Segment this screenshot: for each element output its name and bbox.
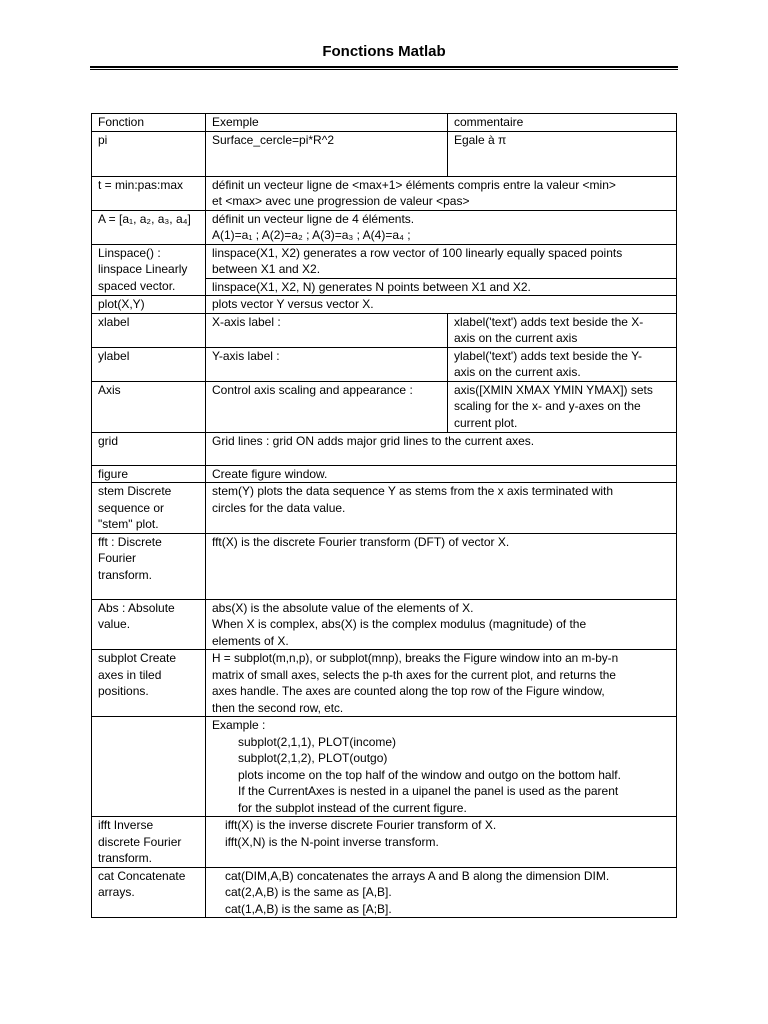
fn-cell [92, 483, 206, 534]
example-line: Example : [211, 718, 266, 732]
fn-line: value. [98, 617, 131, 631]
fn-cell [92, 867, 206, 918]
table-row [92, 717, 677, 817]
example-cell [205, 176, 676, 210]
example-cell [205, 867, 676, 918]
table-row [92, 210, 677, 244]
example-line: stem(Y) plots the data sequence Y as stems from the x axis terminated with [211, 484, 614, 498]
fn-line: Abs : Absolute [98, 600, 175, 615]
example-line: linspace(X1, X2) generates a row vector of 100 linearly equally spaced points [211, 245, 623, 260]
fn-line: linspace Linearly [98, 262, 188, 276]
example-line: cat(1,A,B) is the same as [A;B]. [224, 901, 392, 916]
comment-cell [447, 347, 676, 381]
example-line: circles for the data value. [211, 500, 346, 515]
example-line: ifft(X) is the inverse discrete Fourier transform of X. [224, 818, 497, 832]
example-line: définit un vecteur ligne de 4 éléments. [211, 211, 415, 226]
example-cell: Control axis scaling and appearance : [205, 381, 447, 432]
fn-line: stem Discrete [98, 484, 172, 498]
table-row [92, 650, 677, 717]
comment-line: axis([XMIN XMAX YMIN YMAX]) sets [453, 382, 653, 397]
table-row [92, 176, 677, 210]
title-rule-thin [90, 69, 678, 70]
fn-cell: grid [92, 432, 206, 465]
fn-line: "stem" plot. [98, 517, 159, 531]
example-line: between X1 and X2. [211, 262, 321, 276]
comment-line: xlabel('text') adds text beside the X- [453, 314, 644, 329]
fn-cell [92, 244, 206, 296]
fn-cell: pi [92, 131, 206, 176]
example-cell [205, 817, 676, 868]
header-commentaire: commentaire [447, 114, 676, 132]
fn-line: fft : Discrete [98, 534, 162, 549]
table-row [92, 313, 677, 347]
table-row [92, 131, 677, 176]
example-line: cat(DIM,A,B) concatenates the arrays A and B along the dimension DIM. [224, 868, 610, 883]
page-title: Fonctions Matlab [322, 43, 446, 60]
example-line: matrix of small axes, selects the p-th axes for the current plot, and returns the [211, 667, 616, 682]
table-row [92, 817, 677, 868]
example-line: et <max> avec une progression de valeur <pas> [211, 194, 470, 208]
example-line: When X is complex, abs(X) is the complex modulus (magnitude) of the [211, 617, 587, 631]
table-row [92, 465, 677, 483]
example-cell [205, 483, 676, 534]
fn-line: discrete Fourier [98, 834, 182, 849]
example-cell [205, 717, 676, 817]
fn-cell [92, 533, 206, 599]
comment-line: axis on the current axis [453, 331, 578, 345]
fn-cell: t = min:pas:max [92, 176, 206, 210]
fn-cell: figure [92, 465, 206, 483]
example-cell [205, 244, 676, 278]
fn-line: axes in tiled [98, 667, 162, 682]
example-line: ifft(X,N) is the N-point inverse transform. [224, 834, 439, 849]
table-row [92, 296, 677, 314]
table-row [92, 599, 677, 650]
header-exemple: Exemple [205, 114, 447, 132]
example-line: subplot(2,1,2), PLOT(outgo) [237, 751, 388, 765]
example-cell [205, 210, 676, 244]
table-row [92, 347, 677, 381]
title-rule-thick [90, 66, 678, 68]
table-row [92, 432, 677, 465]
example-line: for the subplot instead of the current figure. [237, 800, 467, 815]
example-line: cat(2,A,B) is the same as [A,B]. [224, 885, 392, 899]
functions-table [91, 113, 677, 918]
fn-line: ifft Inverse [98, 818, 154, 832]
comment-line: ylabel('text') adds text beside the Y- [453, 348, 642, 363]
comment-cell [447, 313, 676, 347]
example-cell: Surface_cercle=pi*R^2 [205, 131, 447, 176]
fn-cell [92, 717, 206, 817]
fn-cell: plot(X,Y) [92, 296, 206, 314]
example-line: elements of X. [211, 633, 289, 648]
fn-line: transform. [98, 851, 153, 865]
fn-cell [92, 817, 206, 868]
comment-cell: Egale à π [447, 131, 676, 176]
example-line: H = subplot(m,n,p), or subplot(mnp), breaks the Figure window into an m-by-n [211, 651, 619, 665]
fn-line: transform. [98, 567, 153, 582]
fn-line: spaced vector. [98, 278, 176, 293]
table-row [92, 867, 677, 918]
example-cell: fft(X) is the discrete Fourier transform (DFT) of vector X. [205, 533, 676, 599]
fn-line: Linspace() : [98, 245, 161, 260]
example-cell: X-axis label : [205, 313, 447, 347]
table-row [92, 483, 677, 534]
table-header-row [92, 114, 677, 132]
fn-cell [92, 599, 206, 650]
example-line: plots income on the top half of the window and outgo on the bottom half. [237, 767, 621, 782]
example-cell: plots vector Y versus vector X. [205, 296, 676, 314]
table-row [92, 533, 677, 599]
fn-line: arrays. [98, 885, 135, 899]
fn-line: sequence or [98, 500, 165, 515]
fn-line: cat Concatenate [98, 868, 186, 883]
fn-line: Fourier [98, 551, 137, 565]
fn-cell: xlabel [92, 313, 206, 347]
example-cell: Y-axis label : [205, 347, 447, 381]
example-line: A(1)=a₁ ; A(2)=a₂ ; A(3)=a₃ ; A(4)=a₄ ; [211, 228, 411, 242]
example-line: subplot(2,1,1), PLOT(income) [237, 734, 397, 749]
example-cell: Grid lines : grid ON adds major grid lines to the current axes. [205, 432, 676, 465]
fn-cell: A = [a₁, a₂, a₃, a₄] [92, 210, 206, 244]
comment-line: current plot. [453, 415, 518, 430]
example-line: définit un vecteur ligne de <max+1> éléments compris entre la valeur <min> [211, 177, 616, 192]
example-cell [205, 650, 676, 717]
header-fonction: Fonction [92, 114, 206, 132]
table-row [92, 381, 677, 432]
comment-cell [447, 381, 676, 432]
example-cell: linspace(X1, X2, N) generates N points between X1 and X2. [205, 278, 676, 296]
table-row [92, 244, 677, 278]
fn-cell [92, 650, 206, 717]
comment-line: scaling for the x- and y-axes on the [453, 399, 641, 413]
example-cell: Create figure window. [205, 465, 676, 483]
example-line: axes handle. The axes are counted along the top row of the Figure window, [211, 684, 605, 698]
comment-line: axis on the current axis. [453, 365, 581, 379]
example-line: abs(X) is the absolute value of the elements of X. [211, 600, 474, 615]
fn-cell: ylabel [92, 347, 206, 381]
fn-cell: Axis [92, 381, 206, 432]
example-cell [205, 599, 676, 650]
fn-line: subplot Create [98, 651, 177, 665]
example-line: then the second row, etc. [211, 700, 344, 715]
fn-line: positions. [98, 684, 149, 698]
example-line: If the CurrentAxes is nested in a uipanel the panel is used as the parent [237, 784, 619, 798]
